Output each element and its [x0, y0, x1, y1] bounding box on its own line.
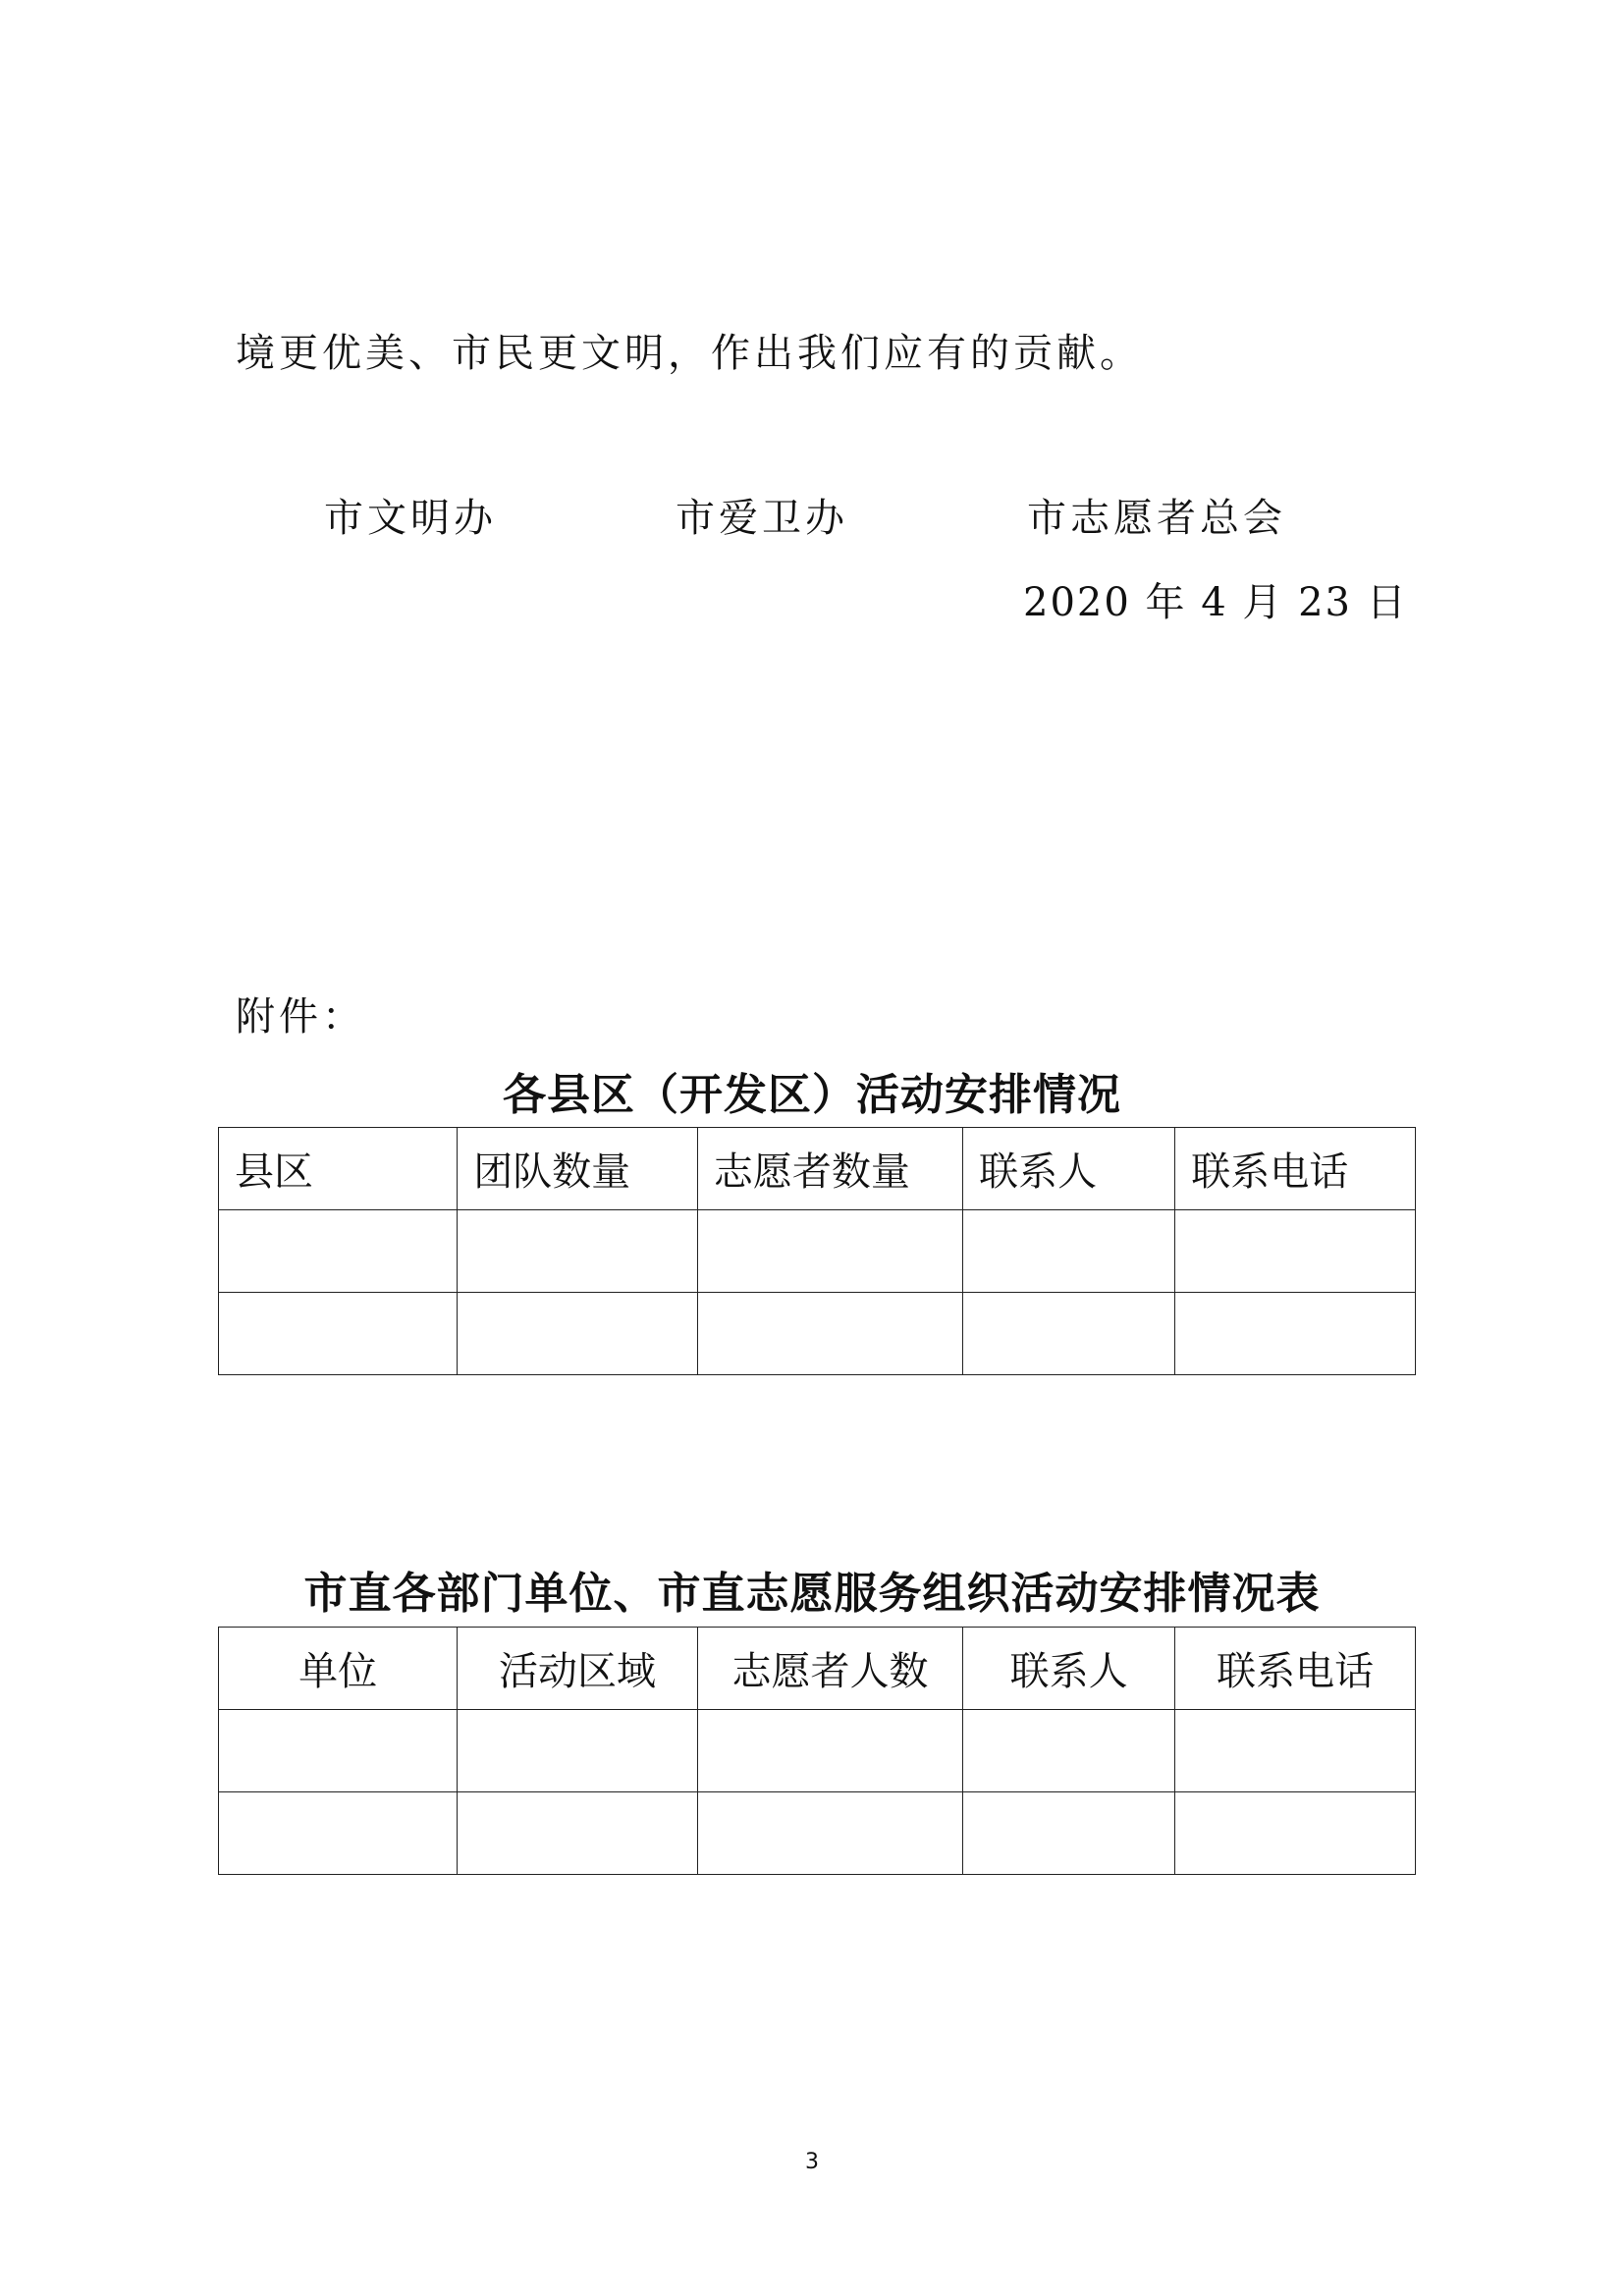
table-cell	[1175, 1710, 1416, 1792]
table-cell	[697, 1293, 962, 1375]
table-header-row	[219, 1128, 1416, 1210]
table-cell	[219, 1210, 458, 1293]
attachment-label: 附件：	[236, 994, 365, 1040]
closing-paragraph: 境更优美、市民更文明，作出我们应有的贡献。	[236, 331, 1143, 376]
column-header-activity-area: 活动区域	[458, 1628, 698, 1710]
table-cell	[963, 1710, 1175, 1792]
table-row	[219, 1210, 1416, 1293]
table-cell	[963, 1792, 1175, 1875]
table-header-row	[219, 1628, 1416, 1710]
table-cell	[458, 1210, 698, 1293]
county-activity-table	[218, 1127, 1416, 1375]
column-header-team-count: 团队数量	[458, 1128, 698, 1210]
table-cell	[963, 1293, 1175, 1375]
table-row	[219, 1293, 1416, 1375]
table-cell	[458, 1293, 698, 1375]
column-header-volunteer-number: 志愿者人数	[697, 1628, 962, 1710]
table-cell	[963, 1210, 1175, 1293]
table-cell	[458, 1710, 698, 1792]
table-cell	[219, 1792, 458, 1875]
signature-org-health-office: 市爱卫办	[676, 496, 848, 541]
table-cell	[219, 1293, 458, 1375]
table-cell	[1175, 1792, 1416, 1875]
column-header-county: 县区	[219, 1128, 458, 1210]
column-header-contact: 联系人	[963, 1628, 1175, 1710]
table-cell	[697, 1210, 962, 1293]
table-cell	[697, 1792, 962, 1875]
table-cell	[219, 1710, 458, 1792]
table2-title: 市直各部门单位、市直志愿服务组织活动安排情况表	[303, 1569, 1321, 1619]
page-number: 3	[805, 2150, 819, 2174]
signature-org-civilization-office: 市文明办	[324, 496, 497, 541]
signature-date: 2020 年 4 月 23 日	[1023, 580, 1408, 625]
column-header-contact: 联系人	[963, 1128, 1175, 1210]
table-row	[219, 1710, 1416, 1792]
column-header-unit: 单位	[219, 1628, 458, 1710]
table-cell	[458, 1792, 698, 1875]
table-row	[219, 1792, 1416, 1875]
table-cell	[1175, 1210, 1416, 1293]
column-header-phone: 联系电话	[1175, 1628, 1416, 1710]
column-header-phone: 联系电话	[1175, 1128, 1416, 1210]
table-cell	[1175, 1293, 1416, 1375]
table-cell	[697, 1710, 962, 1792]
column-header-volunteer-count: 志愿者数量	[697, 1128, 962, 1210]
signature-org-volunteer-association: 市志愿者总会	[1027, 496, 1286, 541]
department-activity-table	[218, 1627, 1416, 1875]
table1-title: 各县区（开发区）活动安排情况	[503, 1070, 1121, 1120]
